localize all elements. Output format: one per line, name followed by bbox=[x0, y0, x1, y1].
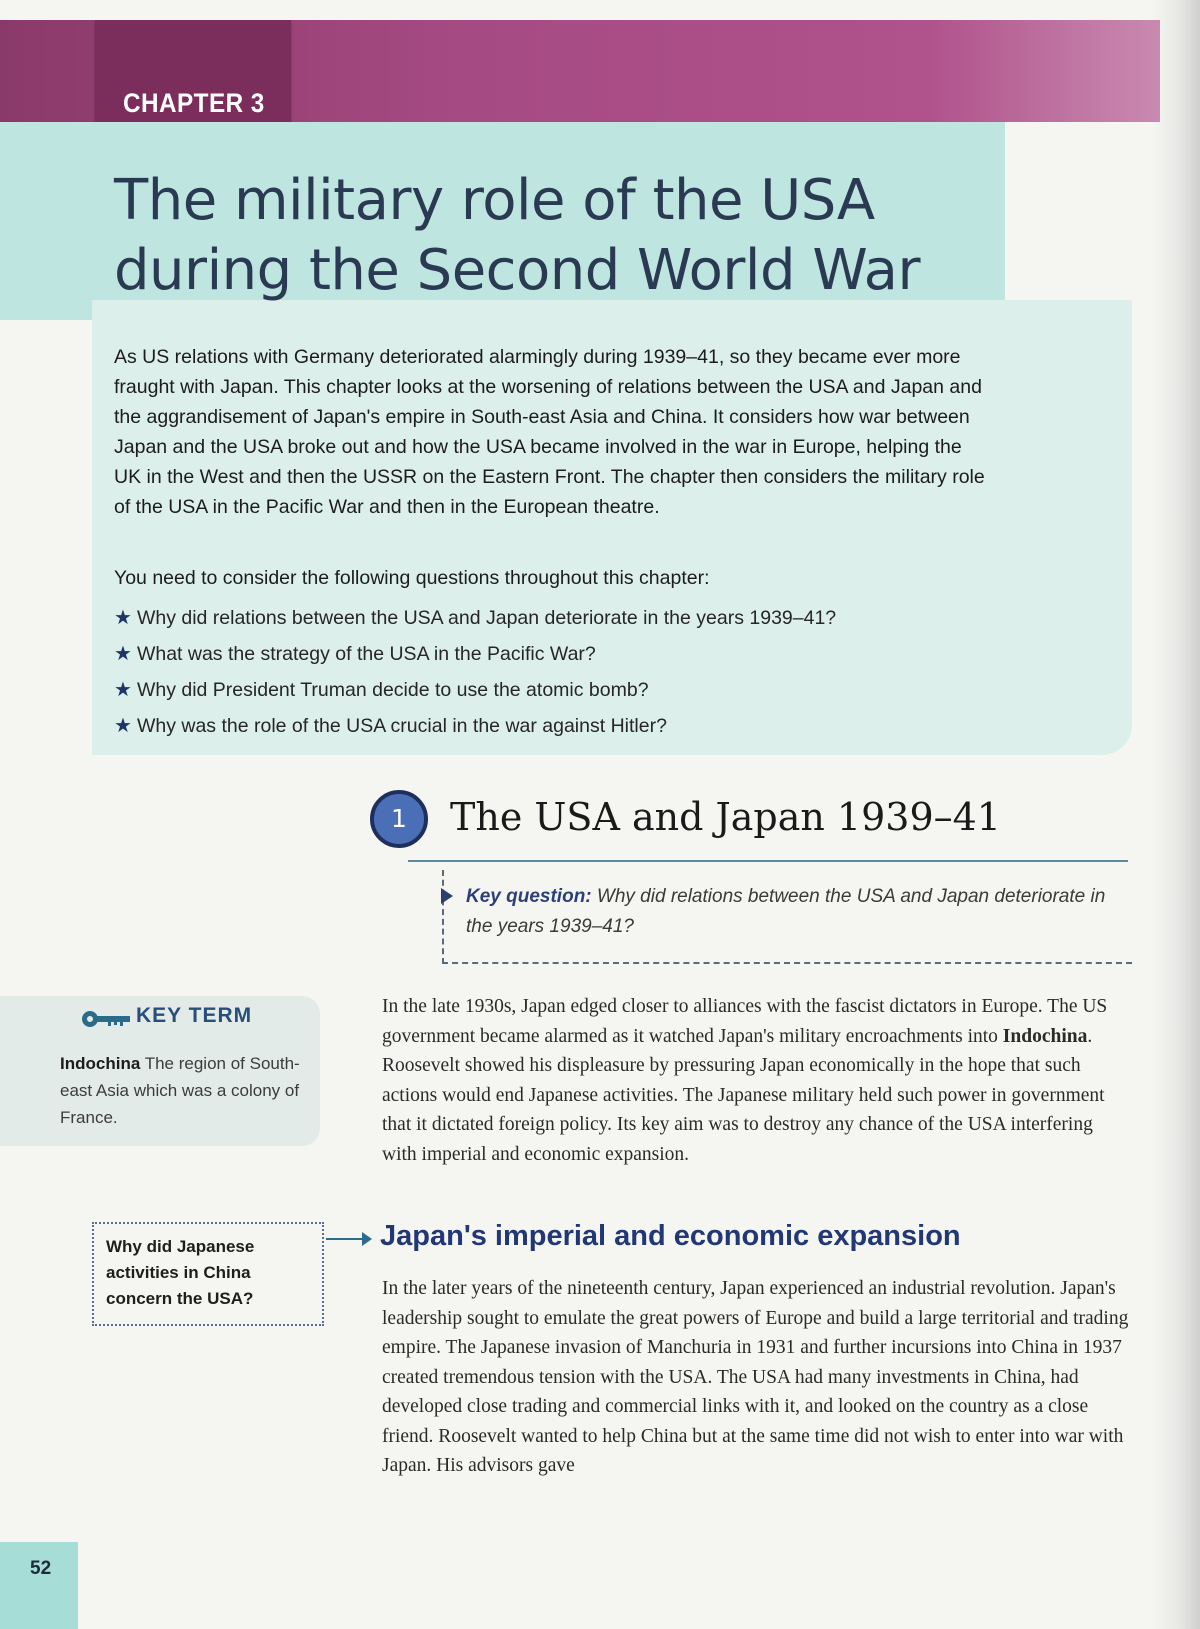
question-item bbox=[114, 600, 836, 636]
section-divider bbox=[408, 860, 1128, 862]
key-question-text: Why did relations between the USA and Japan deteriorate in the years 1939–41? bbox=[466, 886, 1106, 937]
arrow-right-icon bbox=[362, 1232, 372, 1246]
key-question bbox=[466, 882, 1106, 942]
page-edge-shadow bbox=[1152, 0, 1200, 1629]
arrow-right-icon bbox=[441, 888, 453, 904]
connector-line bbox=[326, 1238, 366, 1240]
body-text-run: In the late 1930s, Japan edged closer to alliances with the fascist dictators in Europe. The US government became alarmed as it watched Japan's military encroachments into bbox=[382, 996, 1108, 1047]
key-icon bbox=[80, 1008, 132, 1030]
questions-prompt: You need to consider the following questions throughout this chapter: bbox=[114, 567, 710, 589]
question-item bbox=[114, 636, 836, 672]
glossary-term: Indochina bbox=[1002, 1025, 1088, 1047]
page-number: 52 bbox=[30, 1558, 52, 1579]
question-text: Why was the role of the USA crucial in the war against Hitler? bbox=[136, 715, 667, 737]
key-term-definition bbox=[60, 1050, 310, 1131]
chapter-label: CHAPTER 3 bbox=[123, 88, 265, 118]
key-term-word: Indochina bbox=[60, 1054, 141, 1073]
intro-paragraph: As US relations with Germany deteriorated alarmingly during 1939–41, so they became ever more fraught with Japan. This chapter looks at the worsening of relations between the USA and Japan and the aggrandisement of Japan's empire in South-east Asia and China. It considers how war between Japan and the USA broke out and how the USA became involved in the war in Europe, helping the UK in the West and then the USSR on the Eastern Front. The chapter then considers the military role of the USA in the Pacific War and then in the European theatre. bbox=[114, 346, 985, 518]
key-question-label: Key question: bbox=[466, 886, 592, 907]
margin-question: Why did Japanese activities in China concern the USA? bbox=[106, 1237, 255, 1308]
question-item bbox=[114, 708, 836, 744]
subheading: Japan's imperial and economic expansion bbox=[380, 1220, 961, 1252]
question-text: What was the strategy of the USA in the Pacific War? bbox=[136, 643, 596, 665]
chapter-title: The military role of the USA during the Second World War bbox=[114, 168, 920, 303]
page-number-tab bbox=[0, 1542, 78, 1629]
chapter-questions-list bbox=[114, 600, 836, 744]
body-paragraph-2: In the later years of the nineteenth century, Japan experienced an industrial revolution. Japan's leadership sought to emulate the great powers of Europe and build a large territorial and trading empire. The Japanese invasion of Manchuria in 1931 and further incursions into China in 1937 created tremendous tension with the USA. The USA had many investments in China, had developed close trading and commercial links with it, and looked on the country as a close friend. Roosevelt wanted to help China but at the same time did not wish to enter into war with Japan. His advisors gave bbox=[382, 1278, 1129, 1476]
star-icon: ★ bbox=[114, 607, 132, 629]
question-text: Why did President Truman decide to use the atomic bomb? bbox=[136, 679, 649, 701]
key-term-definition-text: The region of South-east Asia which was a colony of France. bbox=[60, 1054, 300, 1127]
section-title: The USA and Japan 1939–41 bbox=[450, 795, 1001, 839]
body-text-run: . Roosevelt showed his displeasure by pressuring Japan economically in the hope that such actions would end Japanese activities. The Japanese military held such power in government that it dictated foreign policy. Its key aim was to destroy any chance of the USA interfering with imperial and economic expansion. bbox=[382, 1025, 1105, 1165]
star-icon: ★ bbox=[114, 715, 132, 737]
body-paragraph-1 bbox=[382, 992, 1130, 1169]
key-term-heading: KEY TERM bbox=[136, 1004, 253, 1027]
question-item bbox=[114, 672, 836, 708]
star-icon: ★ bbox=[114, 643, 132, 665]
section-number-badge: 1 bbox=[370, 790, 428, 848]
question-text: Why did relations between the USA and Japan deteriorate in the years 1939–41? bbox=[136, 607, 837, 629]
star-icon: ★ bbox=[114, 679, 132, 701]
